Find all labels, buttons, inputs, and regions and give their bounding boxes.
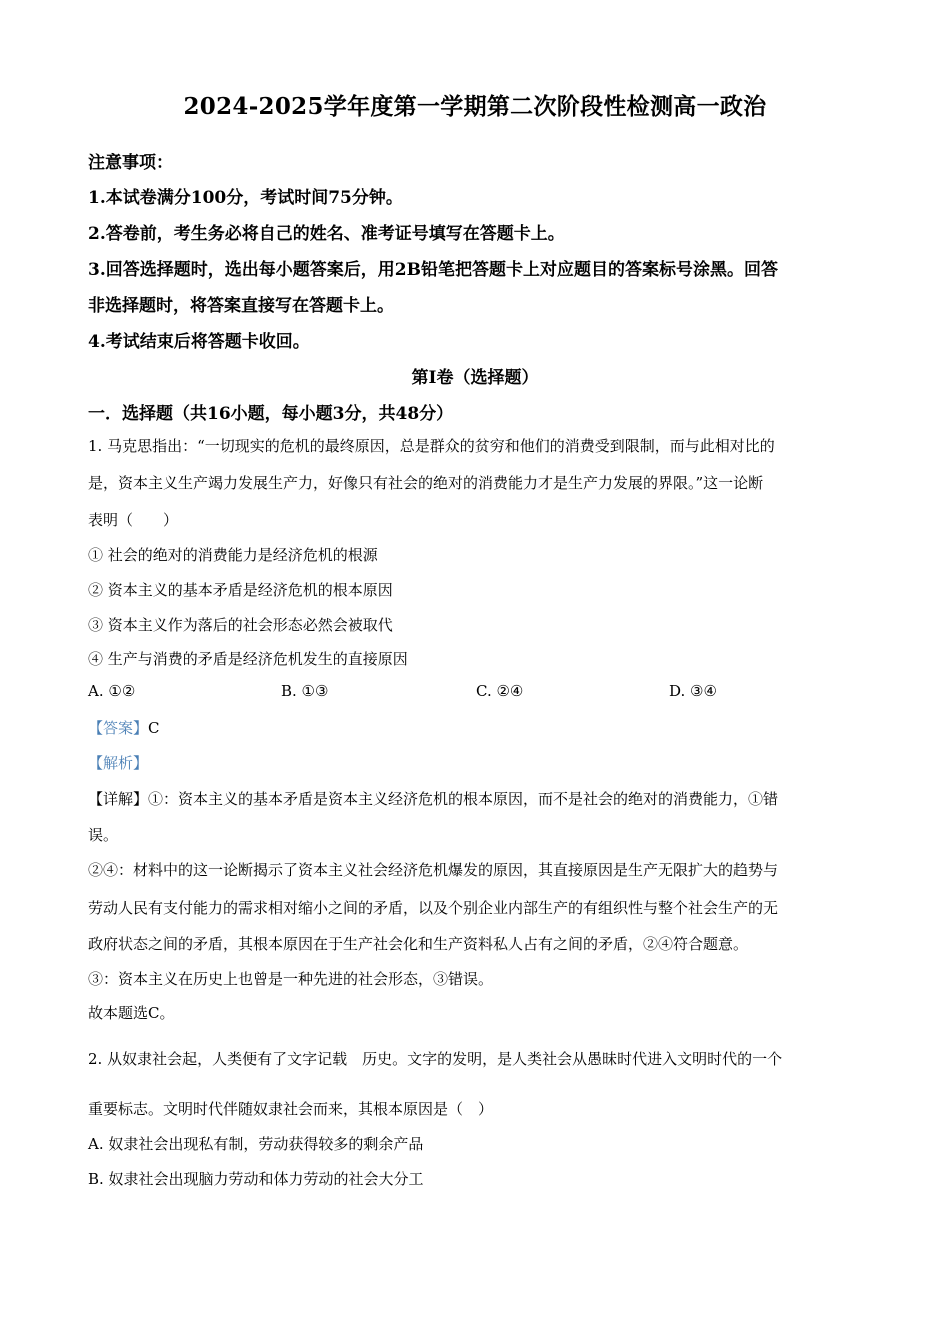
answer-label: 【答案】 xyxy=(88,719,149,737)
option-a: A. 奴隶社会出现私有制，劳动获得较多的剩余产品 xyxy=(88,1135,424,1153)
answer-line xyxy=(88,717,868,738)
notice-heading: 注意事项： xyxy=(88,153,173,173)
question-stem: 1. 马克思指出：“一切现实的危机的最终原因，总是群众的贫穷和他们的消费受到限制，而与此相对比的 xyxy=(88,437,775,455)
statement: ④ 生产与消费的矛盾是经济危机发生的直接原因 xyxy=(88,650,408,668)
option-a: A. ①② xyxy=(88,682,136,700)
statement: ② 资本主义的基本矛盾是经济危机的根本原因 xyxy=(88,581,393,599)
part-title: 第Ⅰ卷（选择题） xyxy=(411,368,539,388)
option-d: D. ③④ xyxy=(669,682,717,700)
detail-line: 【详解】①：资本主义的基本矛盾是资本主义经济危机的根本原因，而不是社会的绝对的消费能力，①错 xyxy=(88,790,779,808)
detail-line: 劳动人民有支付能力的需求相对缩小之间的矛盾，以及个别企业内部生产的有组织性与整个社会生产的无 xyxy=(88,899,779,917)
notice-item: 1.本试卷满分100分，考试时间75分钟。 xyxy=(88,188,403,208)
option-b: B. ①③ xyxy=(281,682,329,700)
question-stem: 表明（ ） xyxy=(88,511,179,529)
option-c: C. ②④ xyxy=(476,682,524,700)
detail-line: 政府状态之间的矛盾，其根本原因在于生产社会化和生产资料私人占有之间的矛盾，②④符合题意。 xyxy=(88,935,749,953)
question-stem: 是，资本主义生产竭力发展生产力，好像只有社会的绝对的消费能力才是生产力发展的界限。”这一论断 xyxy=(88,474,764,492)
detail-line: 误。 xyxy=(88,826,119,844)
detail-line: ③：资本主义在历史上也曾是一种先进的社会形态，③错误。 xyxy=(88,970,494,988)
notice-item: 3.回答选择题时，选出每小题答案后，用2B铅笔把答题卡上对应题目的答案标号涂黑。回答 xyxy=(88,260,778,280)
statement: ③ 资本主义作为落后的社会形态必然会被取代 xyxy=(88,616,393,634)
option-b: B. 奴隶社会出现脑力劳动和体力劳动的社会大分工 xyxy=(88,1170,424,1188)
section-title: 一．选择题（共16小题，每小题3分，共48分） xyxy=(88,404,454,424)
question-stem: 重要标志。文明时代伴随奴隶社会而来，其根本原因是（ ） xyxy=(88,1100,494,1118)
notice-item: 2.答卷前，考生务必将自己的姓名、准考证号填写在答题卡上。 xyxy=(88,224,565,244)
analysis-label: 【解析】 xyxy=(88,754,149,772)
statement: ① 社会的绝对的消费能力是经济危机的根源 xyxy=(88,546,378,564)
answer-value: C xyxy=(148,719,160,737)
notice-item: 非选择题时，将答案直接写在答题卡上。 xyxy=(88,296,394,316)
page-title: 2024-2025学年度第一学期第二次阶段性检测高一政治 xyxy=(183,93,767,120)
notice-item: 4.考试结束后将答题卡收回。 xyxy=(88,332,310,352)
detail-line: ②④：材料中的这一论断揭示了资本主义社会经济危机爆发的原因，其直接原因是生产无限扩大的趋势与 xyxy=(88,861,779,879)
detail-line: 故本题选C。 xyxy=(88,1004,175,1022)
question-stem: 2. 从奴隶社会起，人类便有了文字记载 历史。文字的发明，是人类社会从愚昧时代进入文明时代的一个 xyxy=(88,1050,783,1068)
